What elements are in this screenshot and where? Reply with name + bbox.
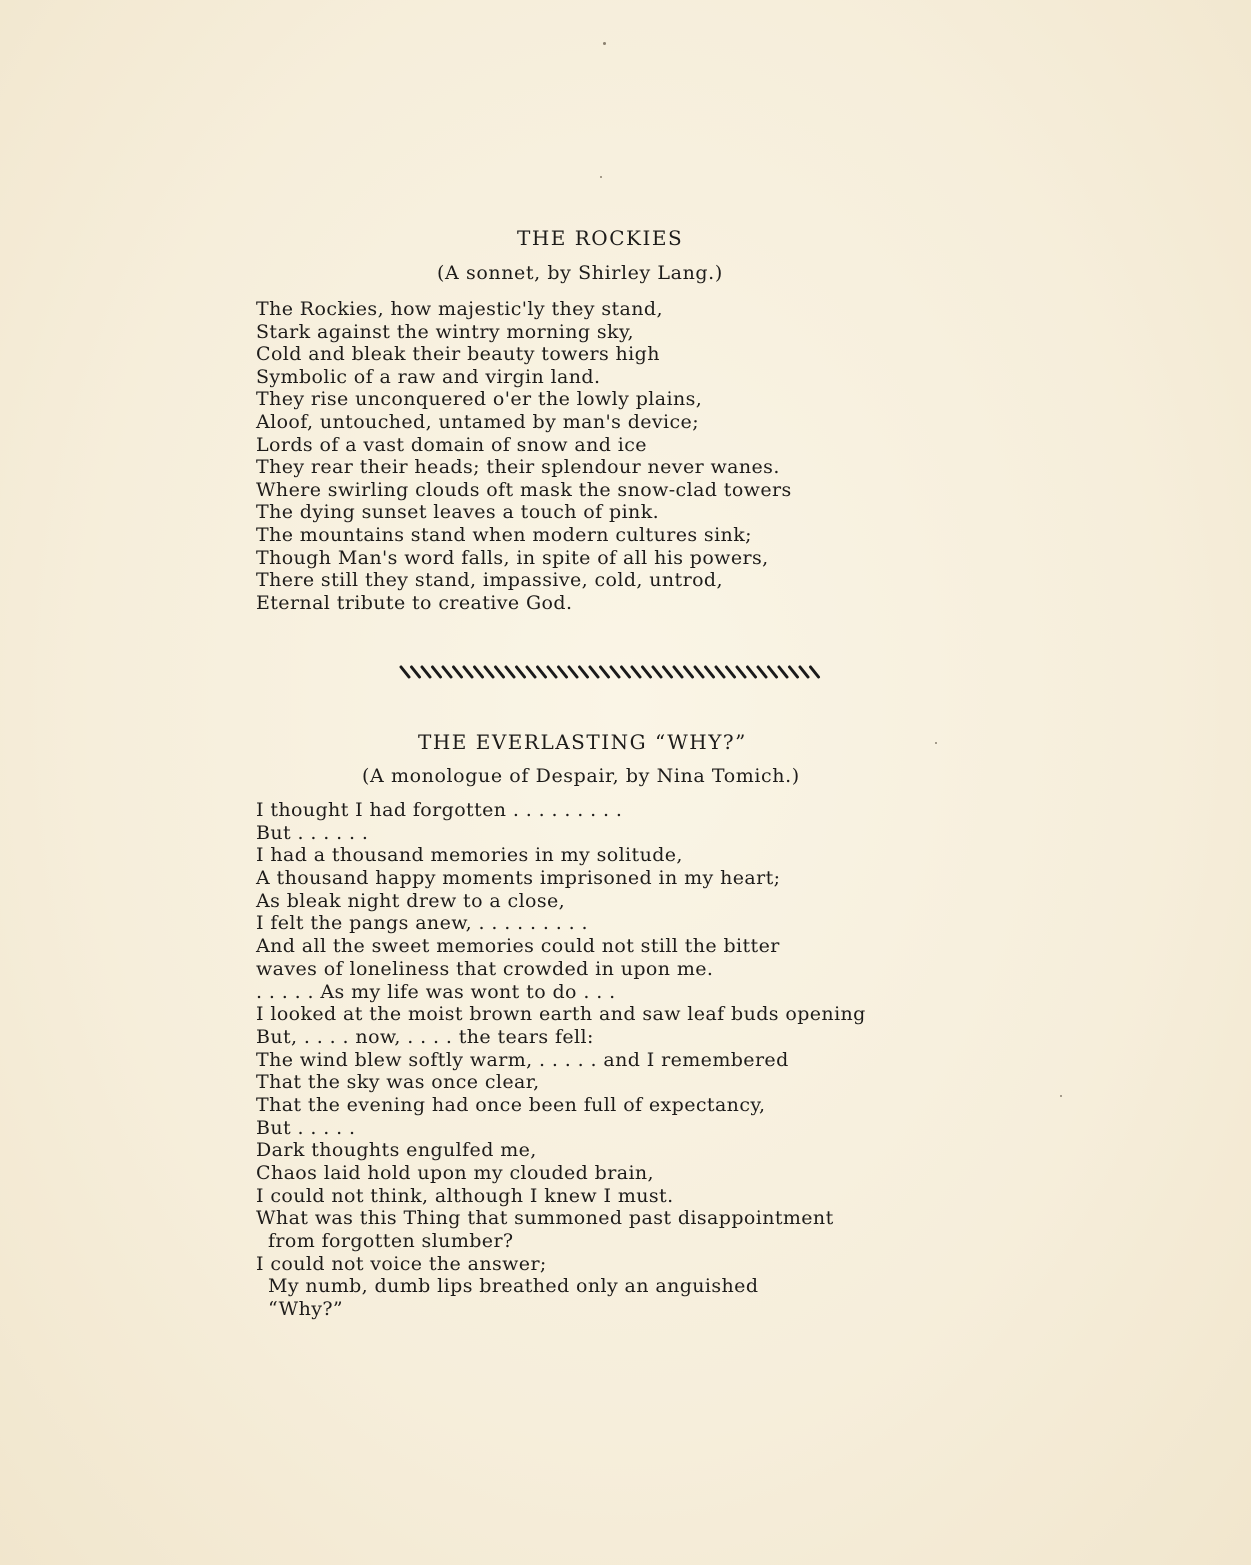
poem-line: That the evening had once been full of expectancy, <box>256 1093 766 1116</box>
poem-line: Though Man's word falls, in spite of all his powers, <box>256 546 769 569</box>
poem-line: As bleak night drew to a close, <box>256 889 566 912</box>
poem-line: And all the sweet memories could not still the bitter <box>256 935 780 958</box>
paper-speck <box>1060 1095 1062 1097</box>
poem-body <box>256 298 792 614</box>
poem-line: That the sky was once clear, <box>256 1071 540 1094</box>
poem-line: I felt the pangs anew, . . . . . . . . . <box>256 912 588 935</box>
poem-line: What was this Thing that summoned past disappointment <box>256 1207 834 1230</box>
poem-line: The dying sunset leaves a touch of pink. <box>256 501 660 524</box>
poem-line: I thought I had forgotten . . . . . . . . . <box>256 799 623 821</box>
poem-line: The Rockies, how majestic'ly they stand, <box>256 298 663 320</box>
poem-line: Symbolic of a raw and virgin land. <box>256 365 601 388</box>
poem-body <box>256 799 866 1321</box>
poem-line: I could not think, although I knew I must. <box>256 1184 674 1207</box>
poem-line: The mountains stand when modern cultures sink; <box>256 523 752 546</box>
paper-speck <box>603 42 606 45</box>
poem-byline: (A monologue of Despair, by Nina Tomich.) <box>362 765 800 787</box>
poem-line: Chaos laid hold upon my clouded brain, <box>256 1162 655 1184</box>
poem-line: . . . . . As my life was wont to do . . . <box>256 980 616 1003</box>
paper-speck <box>600 176 602 178</box>
poem-line: The wind blew softly warm, . . . . . and I remembered <box>256 1048 789 1071</box>
paper-speck <box>935 742 937 744</box>
poem-line: Aloof, untouched, untamed by man's device; <box>256 410 699 433</box>
poem-line: I could not voice the answer; <box>256 1252 547 1275</box>
poem-line: Lords of a vast domain of snow and ice <box>256 433 647 456</box>
poem-line: But . . . . . <box>256 1116 356 1139</box>
poem-line: I had a thousand memories in my solitude, <box>256 844 683 867</box>
poem-line: But, . . . . now, . . . . the tears fell: <box>256 1025 594 1048</box>
poem-line: They rear their heads; their splendour never wanes. <box>256 456 780 479</box>
poem-line: “Why?” <box>268 1298 344 1321</box>
ornamental-divider <box>397 664 825 680</box>
poem-line: I looked at the moist brown earth and saw leaf buds opening <box>256 1003 866 1026</box>
poem-line: from forgotten slumber? <box>268 1230 514 1253</box>
poem-line: waves of loneliness that crowded in upon me. <box>256 957 714 980</box>
poem-line: My numb, dumb lips breathed only an anguished <box>268 1275 759 1298</box>
poem-line: A thousand happy moments imprisoned in my heart; <box>256 867 781 890</box>
poem-line: They rise unconquered o'er the lowly plains, <box>256 388 703 411</box>
poem-title: THE ROCKIES <box>517 226 684 250</box>
poem-line: But . . . . . . <box>256 821 369 844</box>
poem-line: Stark against the wintry morning sky, <box>256 320 634 343</box>
poem-line: Eternal tribute to creative God. <box>256 591 573 614</box>
poem-title: THE EVERLASTING “WHY?” <box>418 730 747 754</box>
poem-line: There still they stand, impassive, cold, untrod, <box>256 569 723 592</box>
poem-line: Cold and bleak their beauty towers high <box>256 343 660 366</box>
poem-line: Where swirling clouds oft mask the snow-clad towers <box>256 478 792 501</box>
poem-byline: (A sonnet, by Shirley Lang.) <box>437 262 723 284</box>
poem-line: Dark thoughts engulfed me, <box>256 1139 537 1162</box>
